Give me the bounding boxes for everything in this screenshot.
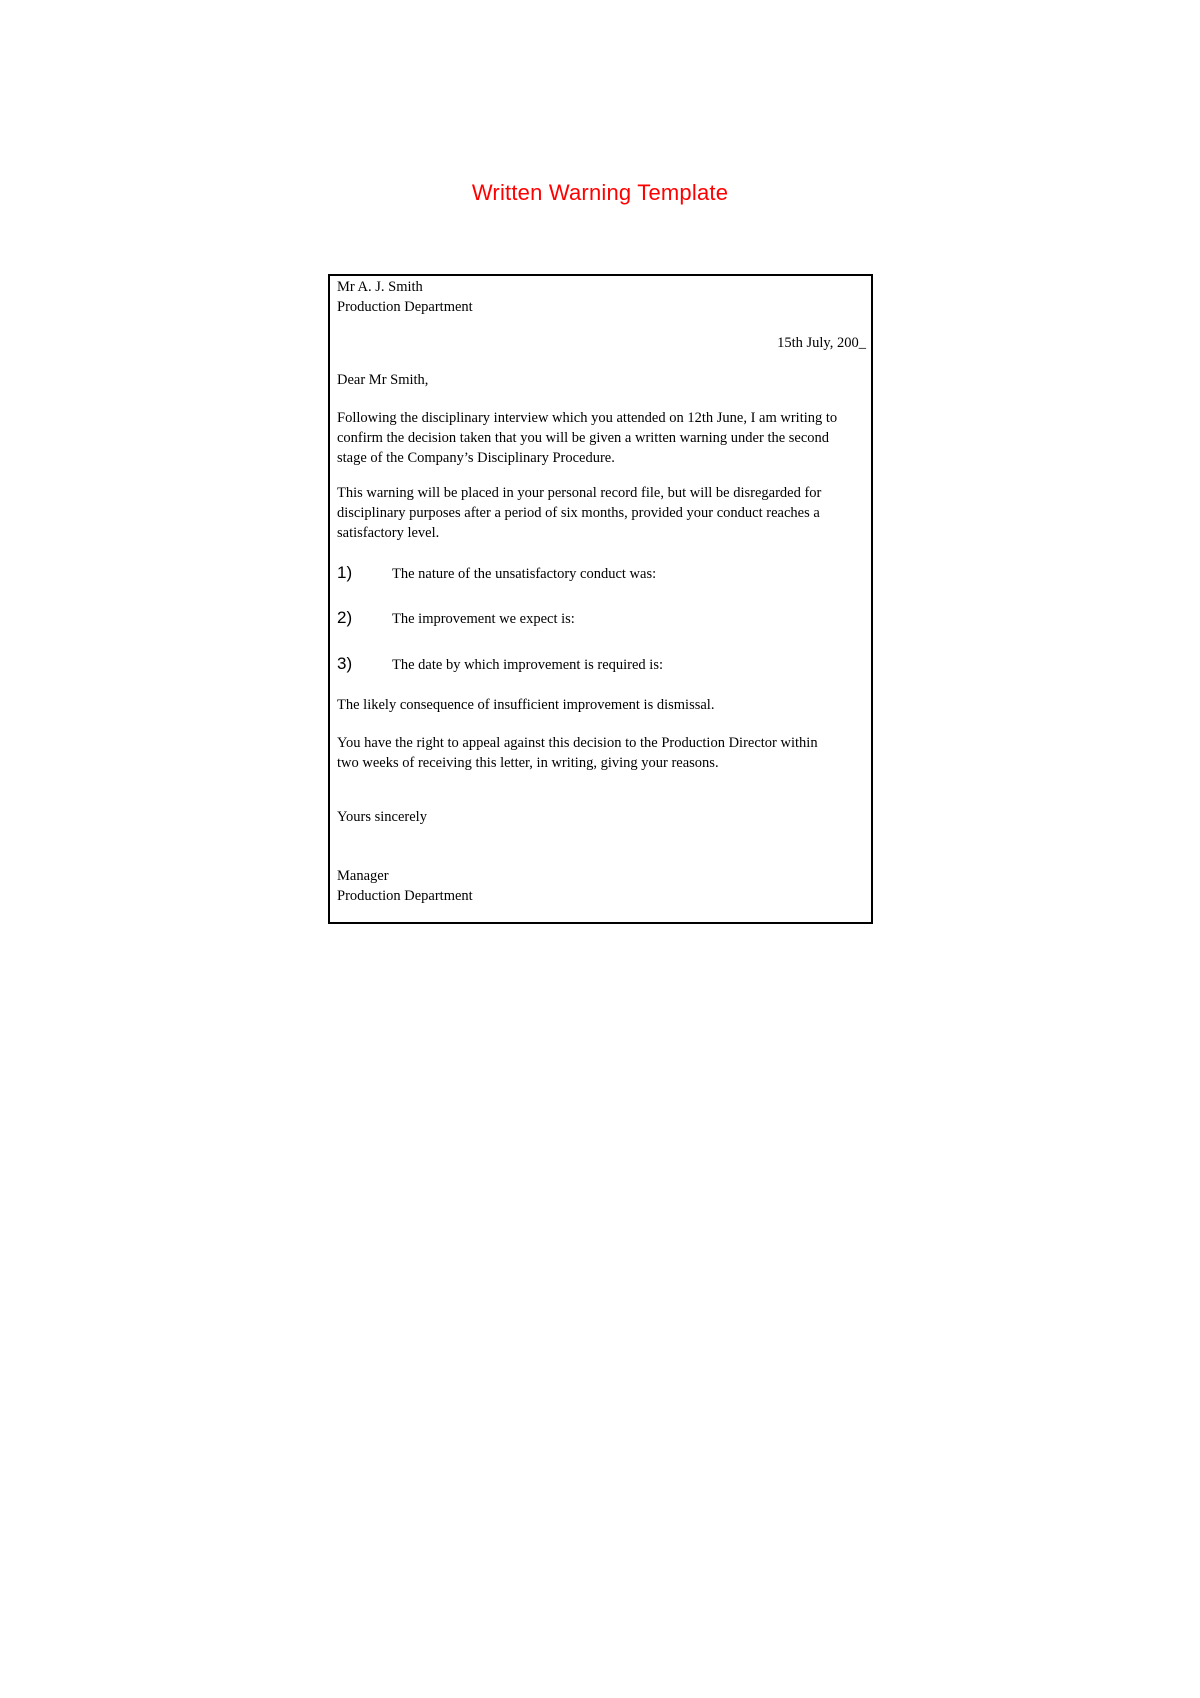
list-item-number: 3)	[337, 654, 353, 673]
list-item-text: The nature of the unsatisfactory conduct was:	[392, 566, 657, 582]
list-item	[337, 653, 857, 677]
list-item-number: 2)	[337, 608, 353, 627]
recipient-name: Mr A. J. Smith	[337, 279, 423, 295]
paragraph-appeal: You have the right to appeal against this decision to the Production Director within two weeks of receiving this letter, in writing, giving your reasons.	[337, 735, 818, 771]
salutation: Dear Mr Smith,	[337, 372, 429, 388]
paragraph-record-file: This warning will be placed in your personal record file, but will be disregarded for disciplinary purposes after a period of six months, provided your conduct reaches a satisfactory level.	[337, 485, 822, 541]
closing: Yours sincerely	[337, 809, 427, 825]
paragraph-interview: Following the disciplinary interview which you attended on 12th June, I am writing to confirm the decision taken that you will be given a written warning under the second stage of the Company’s Disciplinary Procedure.	[337, 410, 838, 466]
recipient-department: Production Department	[337, 299, 473, 315]
list-item	[337, 562, 857, 586]
list-item-number: 1)	[337, 563, 353, 582]
consequence-statement: The likely consequence of insufficient improvement is dismissal.	[337, 697, 715, 713]
letter-date: 15th July, 200_	[777, 335, 866, 351]
signatory-department: Production Department	[337, 888, 473, 904]
list-item-text: The improvement we expect is:	[392, 611, 575, 627]
page-title: Written Warning Template	[471, 180, 729, 205]
list-item	[337, 607, 857, 631]
letter-box	[328, 274, 873, 924]
signatory-title: Manager	[337, 868, 389, 884]
list-item-text: The date by which improvement is required is:	[392, 657, 663, 673]
